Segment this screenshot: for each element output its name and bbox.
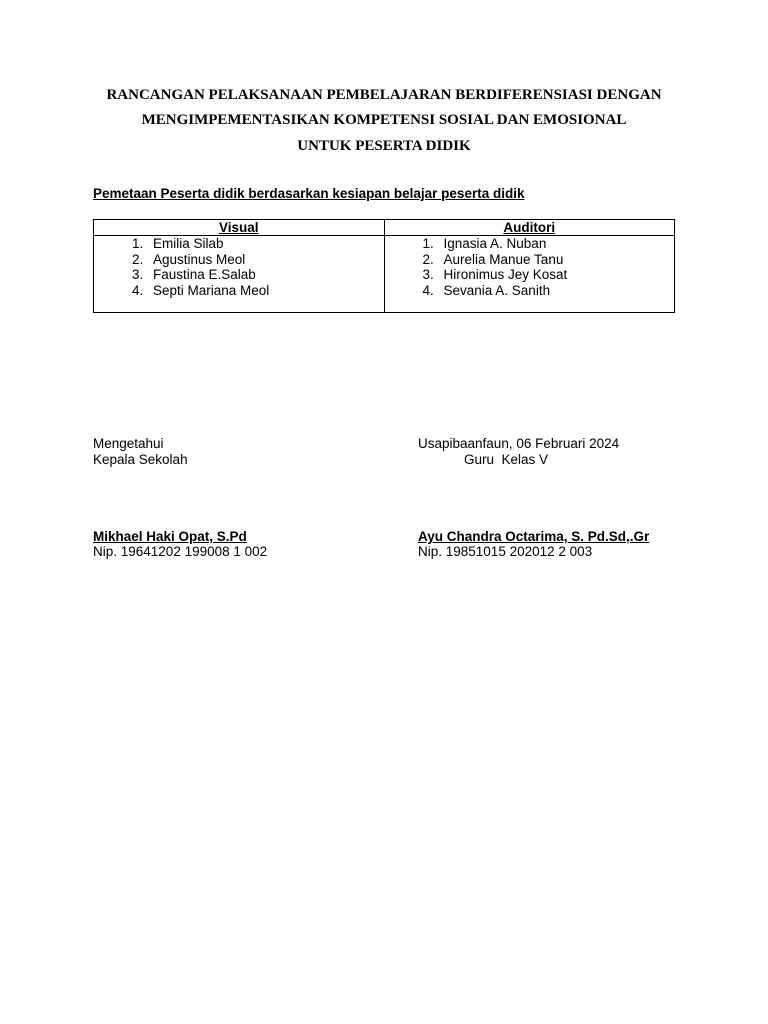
section-heading: Pemetaan Peserta didik berdasarkan kesiapan belajar peserta didik [93,186,525,201]
column-header-visual: Visual [94,220,385,236]
table-header-row [94,220,675,236]
table-row [94,236,675,313]
auditori-cell [384,236,675,313]
principal-nip: Nip. 19641202 199008 1 002 [93,544,268,559]
list-item: 3. Faustina E.Salab [147,267,384,283]
teacher-name: Ayu Chandra Octarima, S. Pd.Sd,.Gr [418,529,650,544]
document-title-line-1: RANCANGAN PELAKSANAAN PEMBELAJARAN BERDIFERENSIASI DENGAN [106,87,662,103]
left-approval-line: Mengetahui [93,436,164,451]
auditori-student-list [385,236,675,299]
list-item: 2. Agustinus Meol [147,252,384,268]
document-title-line-3: UNTUK PESERTA DIDIK [297,138,471,154]
column-header-auditori: Auditori [384,220,675,236]
visual-student-list [94,236,384,299]
list-item: 4. Septi Mariana Meol [147,283,384,299]
visual-cell [94,236,385,313]
document-title-line-2: MENGIMPEMENTASIKAN KOMPETENSI SOSIAL DAN EMOSIONAL [141,112,627,128]
left-position: Kepala Sekolah [93,452,188,467]
place-date: Usapibaanfaun, 06 Februari 2024 [418,436,620,451]
learning-style-table [93,219,675,313]
list-item: 3. Hironimus Jey Kosat [438,267,675,283]
principal-name: Mikhael Haki Opat, S.Pd [93,529,247,544]
list-item: 2. Aurelia Manue Tanu [438,252,675,268]
right-position: Guru Kelas V [464,452,549,467]
list-item: 1. Ignasia A. Nuban [438,236,675,252]
teacher-nip: Nip. 19851015 202012 2 003 [418,544,593,559]
list-item: 1. Emilia Silab [147,236,384,252]
list-item: 4. Sevania A. Sanith [438,283,675,299]
